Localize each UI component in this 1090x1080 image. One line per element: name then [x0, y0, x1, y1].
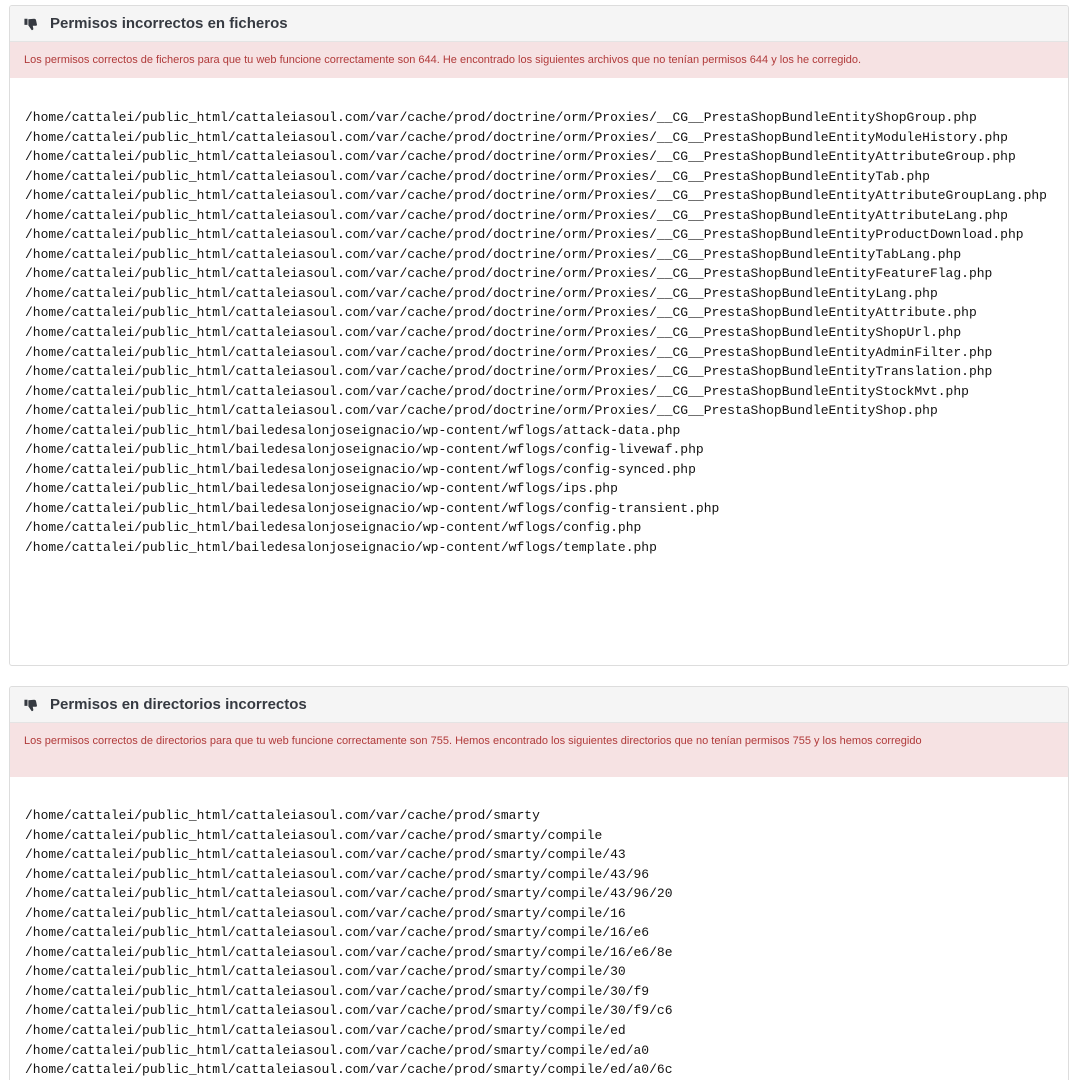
dirs-alert-message: Los permisos correctos de directorios para que tu web funcione correctamente son 755. Hemos encontrado los siguientes directorios que no tenían permisos 755 y los hemos corregido: [10, 723, 1068, 777]
path-item: /home/cattalei/public_html/cattaleiasoul.com/var/cache/prod/smarty/compile/16: [25, 905, 626, 921]
files-permissions-panel: [9, 5, 1069, 666]
path-item: /home/cattalei/public_html/cattaleiasoul.com/var/cache/prod/doctrine/orm/Proxies/__CG__PrestaShopBundleEntityAttribute.php: [25, 305, 977, 321]
path-item: /home/cattalei/public_html/cattaleiasoul.com/var/cache/prod/smarty/compile/43: [25, 847, 626, 863]
path-item: /home/cattalei/public_html/cattaleiasoul.com/var/cache/prod/doctrine/orm/Proxies/__CG__PrestaShopBundleEntityShopGroup.php: [25, 110, 977, 125]
dirs-panel-header: [10, 687, 1068, 723]
dirs-panel-title: Permisos en directorios incorrectos: [50, 696, 307, 713]
path-item: /home/cattalei/public_html/bailedesalonjoseignacio/wp-content/wflogs/ips.php: [25, 481, 618, 497]
path-item: /home/cattalei/public_html/cattaleiasoul.com/var/cache/prod/doctrine/orm/Proxies/__CG__PrestaShopBundleEntityShop.php: [25, 403, 938, 419]
path-item: /home/cattalei/public_html/cattaleiasoul.com/var/cache/prod/smarty/compile/43/96: [25, 866, 650, 882]
path-item: /home/cattalei/public_html/cattaleiasoul.com/var/cache/prod/smarty/compile/30/f9/c6: [25, 1003, 673, 1019]
path-item: /home/cattalei/public_html/cattaleiasoul.com/var/cache/prod/smarty/compile/30: [25, 964, 626, 980]
path-item: /home/cattalei/public_html/cattaleiasoul.com/var/cache/prod/doctrine/orm/Proxies/__CG__PrestaShopBundleEntityTab.php: [25, 168, 930, 184]
path-item: /home/cattalei/public_html/bailedesalonjoseignacio/wp-content/wflogs/config-livewaf.php: [25, 442, 704, 458]
path-item: /home/cattalei/public_html/cattaleiasoul.com/var/cache/prod/smarty/compile/43/96/20: [25, 886, 673, 902]
path-item: /home/cattalei/public_html/bailedesalonjoseignacio/wp-content/wflogs/config-synced.php: [25, 461, 696, 477]
path-item: /home/cattalei/public_html/bailedesalonjoseignacio/wp-content/wflogs/config-transient.php: [25, 500, 720, 516]
path-item: /home/cattalei/public_html/cattaleiasoul.com/var/cache/prod/doctrine/orm/Proxies/__CG__PrestaShopBundleEntityLang.php: [25, 285, 938, 301]
files-alert-message: Los permisos correctos de ficheros para que tu web funcione correctamente son 644. He encontrado los siguientes archivos que no tenían permisos 644 y los he corregido.: [10, 42, 1068, 78]
path-item: /home/cattalei/public_html/cattaleiasoul.com/var/cache/prod/smarty/compile/16/e6/8e: [25, 944, 673, 960]
dirs-permissions-panel: [9, 686, 1069, 1080]
files-path-list: [10, 108, 1068, 558]
path-item: /home/cattalei/public_html/cattaleiasoul.com/var/cache/prod/doctrine/orm/Proxies/__CG__PrestaShopBundleEntityTranslation.php: [25, 364, 993, 380]
path-item: /home/cattalei/public_html/cattaleiasoul.com/var/cache/prod/doctrine/orm/Proxies/__CG__PrestaShopBundleEntityProductDownload.php: [25, 227, 1024, 243]
path-item: /home/cattalei/public_html/cattaleiasoul.com/var/cache/prod/doctrine/orm/Proxies/__CG__PrestaShopBundleEntityStockMvt.php: [25, 383, 969, 399]
path-item: /home/cattalei/public_html/bailedesalonjoseignacio/wp-content/wflogs/config.php: [25, 520, 642, 536]
thumbs-down-icon: [24, 17, 38, 31]
path-item: /home/cattalei/public_html/cattaleiasoul.com/var/cache/prod/doctrine/orm/Proxies/__CG__PrestaShopBundleEntityFeatureFlag.php: [25, 266, 993, 282]
files-panel-title: Permisos incorrectos en ficheros: [50, 15, 288, 32]
path-item: /home/cattalei/public_html/cattaleiasoul.com/var/cache/prod/smarty/compile/ed/a0: [25, 1042, 650, 1058]
dirs-path-list: [10, 806, 1068, 1080]
path-item: /home/cattalei/public_html/cattaleiasoul.com/var/cache/prod/doctrine/orm/Proxies/__CG__PrestaShopBundleEntityAttributeGroupLang.php: [25, 188, 1047, 204]
path-item: /home/cattalei/public_html/bailedesalonjoseignacio/wp-content/wflogs/attack-data.php: [25, 422, 681, 438]
path-item: /home/cattalei/public_html/cattaleiasoul.com/var/cache/prod/smarty/compile: [25, 827, 603, 843]
path-item: /home/cattalei/public_html/cattaleiasoul.com/var/cache/prod/doctrine/orm/Proxies/__CG__PrestaShopBundleEntityAttributeGroup.php: [25, 149, 1016, 165]
path-item: /home/cattalei/public_html/bailedesalonjoseignacio/wp-content/wflogs/template.php: [25, 540, 657, 556]
path-item: /home/cattalei/public_html/cattaleiasoul.com/var/cache/prod/doctrine/orm/Proxies/__CG__PrestaShopBundleEntityModuleHistory.php: [25, 129, 1008, 145]
files-panel-header: [10, 6, 1068, 42]
path-item: /home/cattalei/public_html/cattaleiasoul.com/var/cache/prod/smarty/compile/ed: [25, 1023, 626, 1039]
path-item: /home/cattalei/public_html/cattaleiasoul.com/var/cache/prod/doctrine/orm/Proxies/__CG__PrestaShopBundleEntityShopUrl.php: [25, 325, 962, 341]
path-item: /home/cattalei/public_html/cattaleiasoul.com/var/cache/prod/smarty/compile/16/e6: [25, 925, 650, 941]
thumbs-down-icon: [24, 698, 38, 712]
path-item: /home/cattalei/public_html/cattaleiasoul.com/var/cache/prod/smarty: [25, 808, 540, 823]
path-item: /home/cattalei/public_html/cattaleiasoul.com/var/cache/prod/doctrine/orm/Proxies/__CG__PrestaShopBundleEntityTabLang.php: [25, 246, 962, 262]
path-item: /home/cattalei/public_html/cattaleiasoul.com/var/cache/prod/doctrine/orm/Proxies/__CG__PrestaShopBundleEntityAttributeLang.php: [25, 207, 1008, 223]
path-item: /home/cattalei/public_html/cattaleiasoul.com/var/cache/prod/doctrine/orm/Proxies/__CG__PrestaShopBundleEntityAdminFilter.php: [25, 344, 993, 360]
path-item: /home/cattalei/public_html/cattaleiasoul.com/var/cache/prod/smarty/compile/ed/a0/6c: [25, 1062, 673, 1078]
path-item: /home/cattalei/public_html/cattaleiasoul.com/var/cache/prod/smarty/compile/30/f9: [25, 983, 650, 999]
